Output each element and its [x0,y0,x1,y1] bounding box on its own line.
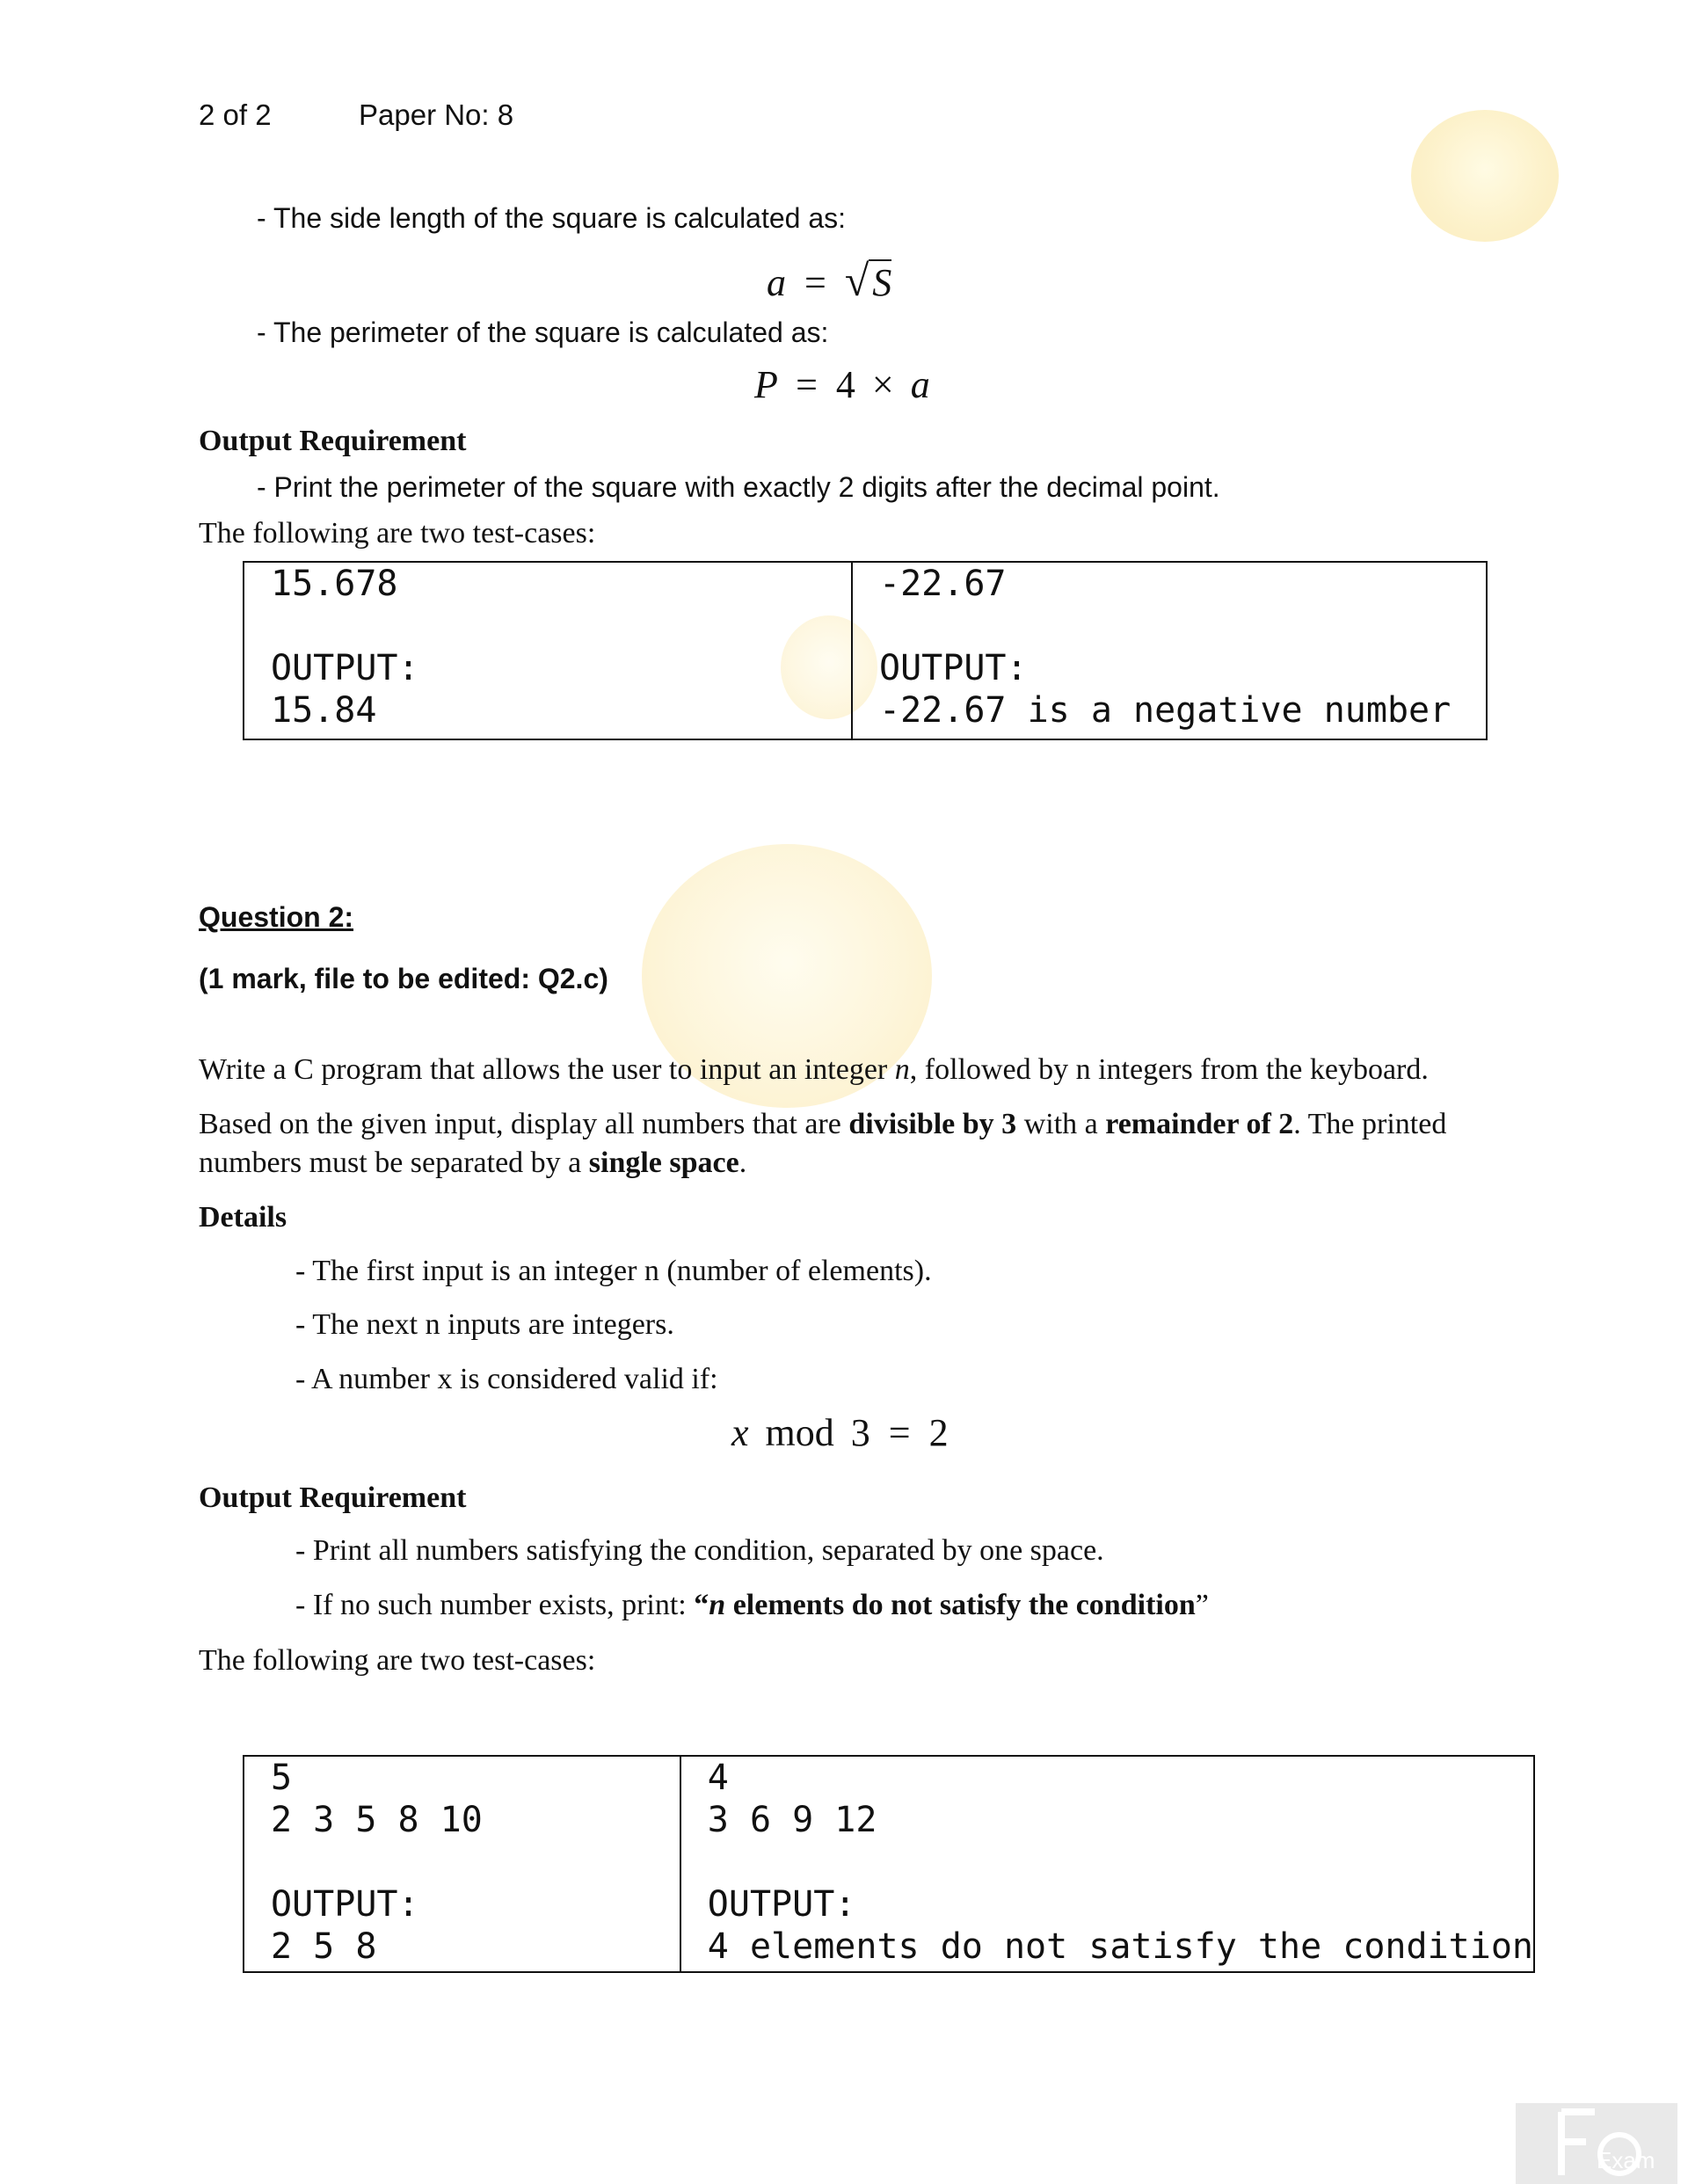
testcase-output-label: OUTPUT: [271,648,419,688]
testcase-output: 4 elements do not satisfy the condition [707,1926,1533,1967]
testcase-cell [680,1756,1534,1972]
sqrt-sign-icon: √ [844,256,869,305]
para-text: numbers must be separated by a [199,1147,589,1179]
mod-formula [731,1410,949,1455]
para-text: . The printed [1293,1108,1447,1140]
side-length-formula [767,255,891,306]
side-length-text: - The side length of the square is calculated as: [257,202,847,234]
para-bold: divisible by 3 [848,1108,1017,1140]
formula-var-x: x [731,1411,749,1454]
para-bold: remainder of 2 [1105,1108,1294,1140]
formula-mod: mod [765,1411,834,1454]
formula-number: 3 [850,1411,870,1454]
formula-times: × [871,363,894,406]
formula-var-a: a [910,363,930,406]
testcase-input: 5 [271,1758,293,1798]
q1-testcases-table [243,561,1488,740]
output-requirement-item [295,1589,1209,1622]
testcases-intro: The following are two test-cases: [199,517,596,550]
testcase-output: 2 5 8 [271,1926,377,1967]
question-2-paragraph-1 [199,1053,1429,1087]
question-2-paragraph-3 [199,1147,746,1180]
testcase-input: 4 [707,1758,729,1798]
formula-equals: = [796,363,818,406]
testcases-intro: The following are two test-cases: [199,1644,596,1677]
para-text: with a [1016,1108,1106,1140]
details-item: - The next n inputs are integers. [295,1308,674,1341]
testcase-input: 2 3 5 8 10 [271,1800,483,1840]
para-var: n [709,1589,726,1621]
formula-number: 2 [928,1411,949,1454]
details-heading: Details [199,1201,287,1234]
formula-var-a: a [767,261,786,304]
exam-logo [1516,2103,1677,2184]
testcase-output-label: OUTPUT: [707,1884,856,1925]
testcase-input: 3 6 9 12 [707,1800,877,1840]
output-requirement-heading: Output Requirement [199,425,467,457]
testcase-cell [244,1756,680,1972]
para-text: ” [1195,1589,1209,1621]
para-text: - If no such number exists, print: [295,1589,695,1621]
testcase-cell [244,562,852,739]
output-requirement-heading: Output Requirement [199,1481,467,1514]
formula-var-p: P [754,363,778,406]
details-item: - The first input is an integer n (number of elements). [295,1255,932,1287]
testcase-output-label: OUTPUT: [879,648,1028,688]
formula-var-s: S [869,259,891,304]
perimeter-text: - The perimeter of the square is calculated as: [257,317,829,348]
testcase-cell [852,562,1487,739]
details-item: - A number x is considered valid if: [295,1363,718,1395]
q2-testcases-table [243,1755,1535,1973]
testcase-input: -22.67 [879,564,1007,604]
formula-number: 4 [835,363,855,406]
testcase-output-label: OUTPUT: [271,1884,419,1925]
question-2-title: Question 2: [199,901,354,933]
perimeter-formula [754,362,930,407]
para-text: Based on the given input, display all numbers that are [199,1108,849,1140]
page-indicator: 2 of 2 [199,98,272,131]
question-2-paragraph-2 [199,1108,1446,1141]
paper-number: Paper No: 8 [359,98,514,131]
output-requirement-item: - Print the perimeter of the square with exactly 2 digits after the decimal point. [257,471,1220,503]
para-bold: “ [694,1589,709,1621]
para-bold: elements do not satisfy the condition [725,1589,1196,1621]
para-text: , followed by n integers from the keyboard. [909,1053,1429,1086]
para-text: Write a C program that allows the user to input an integer [199,1053,895,1086]
formula-equals: = [888,1411,911,1454]
output-requirement-item: - Print all numbers satisfying the condition, separated by one space. [295,1534,1104,1567]
testcase-output: 15.84 [271,690,377,731]
logo-text: Exam [1597,2147,1655,2173]
question-2-marks: (1 mark, file to be edited: Q2.c) [199,963,608,994]
para-text: . [738,1147,747,1179]
formula-equals: = [804,261,826,304]
para-var: n [894,1053,910,1086]
para-bold: single space [588,1147,739,1179]
testcase-input: 15.678 [271,564,398,604]
watermark-emoji-icon [1411,110,1559,242]
testcase-output: -22.67 is a negative number [879,690,1452,731]
